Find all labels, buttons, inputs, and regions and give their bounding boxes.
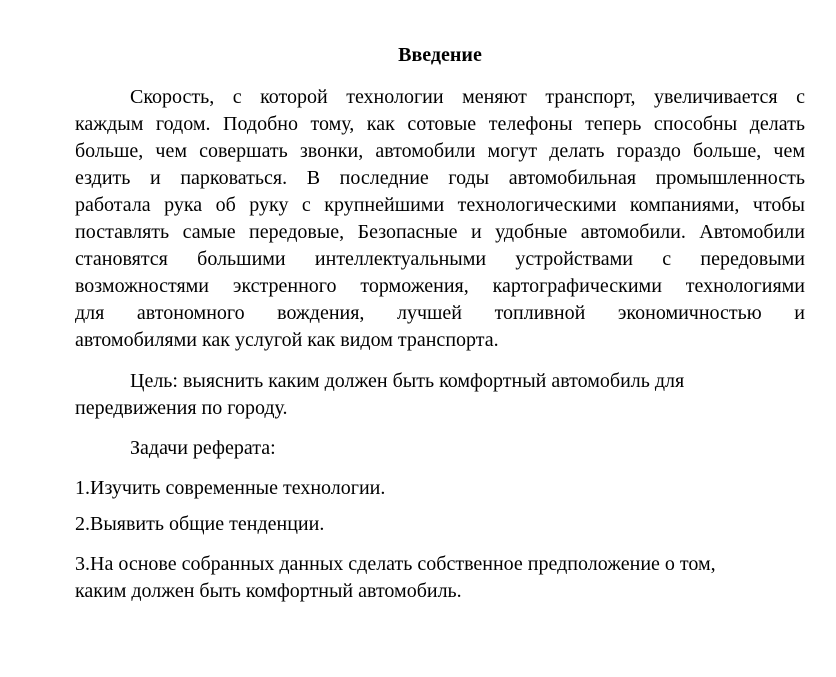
paragraph-line: автомобилями как услугой как видом транспорта. (75, 329, 499, 351)
paragraph-line: Скорость, с которой технологии меняют транспорт, увеличивается с (130, 86, 805, 108)
paragraph-line: работала рука об руку с крупнейшими технологическими компаниями, чтобы (75, 194, 805, 216)
paragraph-line: каждым годом. Подобно тому, как сотовые телефоны теперь способны делать (75, 113, 805, 135)
document-title: Введение (398, 44, 482, 66)
paragraph-line: больше, чем совершать звонки, автомобили могут делать гораздо больше, чем (75, 140, 805, 162)
paragraph-line: для автономного вождения, лучшей топливной экономичностью и (75, 302, 805, 324)
tasks-heading: Задачи реферата: (130, 437, 276, 459)
paragraph-line: возможностями экстренного торможения, картографическими технологиями (75, 275, 805, 297)
list-item-continuation: каким должен быть комфортный автомобиль. (75, 580, 462, 602)
paragraph-line: Цель: выяснить каким должен быть комфортный автомобиль для (130, 370, 685, 392)
list-item: 3.На основе собранных данных сделать собственное предположение о том, (75, 553, 716, 575)
paragraph-line: передвижения по городу. (75, 397, 288, 419)
paragraph-line: становятся большими интеллектуальными устройствами с передовыми (75, 248, 805, 270)
list-item: 2.Выявить общие тенденции. (75, 513, 325, 535)
paragraph-line: ездить и парковаться. В последние годы автомобильная промышленность (75, 167, 805, 189)
paragraph-line: поставлять самые передовые, Безопасные и удобные автомобили. Автомобили (75, 221, 805, 243)
list-item: 1.Изучить современные технологии. (75, 477, 386, 499)
